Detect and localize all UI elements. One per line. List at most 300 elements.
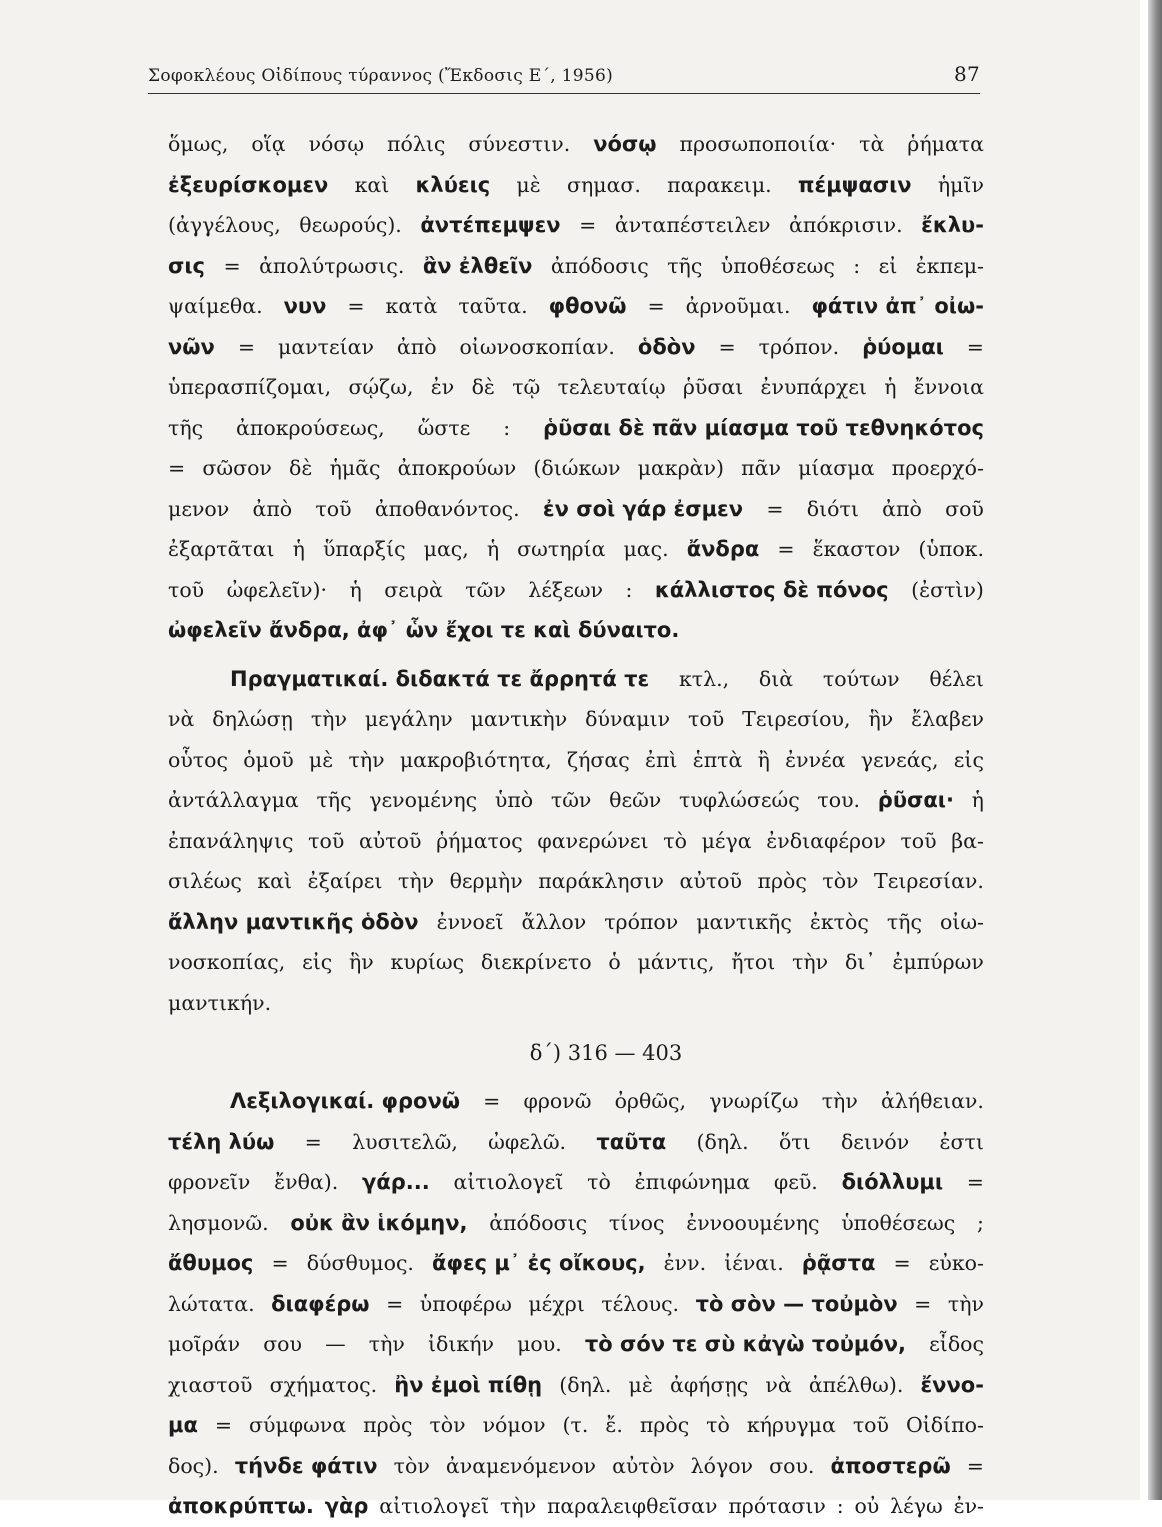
word: προερχό- xyxy=(891,456,984,480)
word: ῥήματος xyxy=(436,828,523,853)
word: ἰδικήν xyxy=(427,1332,494,1356)
word: εἰς xyxy=(953,747,984,772)
word: δι᾿ xyxy=(844,950,876,974)
bold-lemma: ὠφελεῖν ἄνδρα, ἀφ᾿ ὧν ἔχοι τε καὶ δύναιτο. xyxy=(168,618,680,642)
word: δὲ xyxy=(289,456,313,480)
word: ἣν xyxy=(868,707,894,731)
word: ἐν xyxy=(430,375,455,399)
word: αἰτιολογεῖ xyxy=(379,1494,490,1518)
word: ὅμως, xyxy=(168,132,229,156)
paragraph-factual-notes xyxy=(168,659,984,1024)
bold-lemma: ἄνδρα xyxy=(686,537,760,561)
bold-lemma: οὐκ ἂν ἱκόμην, xyxy=(290,1210,468,1235)
word: ὑποφέρω xyxy=(419,1291,512,1316)
text-line xyxy=(168,529,984,570)
word: λησμονῶ. xyxy=(168,1210,269,1235)
text-line xyxy=(168,983,984,1024)
word: ἐκτὸς xyxy=(809,909,869,934)
word: τὸ xyxy=(587,1170,611,1194)
text-line xyxy=(168,1446,984,1487)
bold-lemma: τήνδε φάτιν xyxy=(234,1453,378,1478)
word: ὥστε xyxy=(417,415,471,440)
word: νοσκοπίας, xyxy=(168,950,286,974)
paragraph-glossary-notes xyxy=(168,124,984,651)
bold-lemma: νῶν xyxy=(168,334,215,359)
word: δηλώσῃ xyxy=(212,707,293,731)
word: ἐννοουμένης xyxy=(686,1210,820,1235)
word: ἀποθανόντος. xyxy=(374,496,520,521)
word: = xyxy=(966,1170,984,1194)
word: ἐνυπάρχει xyxy=(760,375,867,399)
word: σοῦ xyxy=(945,496,984,521)
bold-lemma: διαφέρω xyxy=(271,1291,370,1316)
paragraph-lexical-notes xyxy=(168,1081,984,1527)
word: μὲ xyxy=(628,1372,653,1397)
word: ἀποκρούσεως, xyxy=(236,415,385,440)
word: ἐννέα xyxy=(785,747,846,772)
word: τῆς xyxy=(667,253,703,278)
word: ἀντάλλαγμα xyxy=(168,788,299,812)
bold-lemma: ταῦτα xyxy=(596,1129,667,1154)
bold-lemma: γάρ... xyxy=(362,1170,430,1194)
word: γενεάς, xyxy=(860,747,939,772)
word: θερμὴν xyxy=(449,869,523,893)
word: τὴν xyxy=(397,869,435,893)
bold-lemma: ἐν σοὶ γάρ ἐσμεν xyxy=(542,496,744,521)
word: τὸ xyxy=(706,1413,730,1437)
word: (τ. xyxy=(562,1413,589,1437)
word: τὴν xyxy=(310,707,347,731)
bold-lemma: ἄθυμος xyxy=(168,1251,254,1275)
word: ἄλλον xyxy=(521,909,587,934)
word: μαντικήν. xyxy=(168,990,272,1015)
text-line xyxy=(168,1162,984,1203)
word: δύσθυμος. xyxy=(306,1251,414,1275)
word: = xyxy=(966,334,984,359)
word: τὴν xyxy=(792,950,829,974)
word: εὐκο- xyxy=(928,1251,984,1275)
word: τρόπον xyxy=(604,909,679,934)
word: τῶν xyxy=(465,577,506,602)
word: μίασμα xyxy=(798,456,875,480)
word: οὐ xyxy=(854,1494,880,1518)
word: ὁ xyxy=(608,950,621,974)
text-line xyxy=(168,1122,984,1163)
bold-lemma: ῥῦσαι δὲ πᾶν μίασμα τοῦ τεθνηκότος xyxy=(543,415,984,440)
word: νὰ xyxy=(765,1372,792,1397)
word: βα- xyxy=(951,828,984,853)
word: τῶν xyxy=(550,788,592,812)
word: ἀπολύτρωσις. xyxy=(259,253,405,278)
word: μακροβιότητα, xyxy=(399,747,552,772)
word: οὗτος xyxy=(168,747,228,772)
word: πρὸς xyxy=(757,869,807,893)
word: ἀπόδοσις xyxy=(550,253,649,278)
word: δεινόν xyxy=(840,1129,910,1154)
word: ἡ xyxy=(884,375,897,399)
bold-lemma: ῥᾷστα xyxy=(801,1251,876,1275)
word: = xyxy=(966,1453,984,1478)
word: πᾶν xyxy=(741,456,781,480)
word: λέξεων xyxy=(528,577,603,602)
word: δύναμιν xyxy=(585,707,671,731)
text-line xyxy=(168,1486,984,1527)
word: τὰ xyxy=(859,132,885,156)
word: μας. xyxy=(623,537,669,561)
word: ἡ xyxy=(349,577,362,602)
word: ἐμπύρων xyxy=(892,950,984,974)
bold-lemma: γὰρ xyxy=(324,1494,369,1518)
text-line xyxy=(168,367,984,408)
word: ἀνταπέστειλεν xyxy=(614,213,771,237)
word: ἐπανάληψις xyxy=(168,828,294,853)
word: ὑπὸ xyxy=(494,788,534,812)
word: θεωρούς). xyxy=(299,213,402,237)
section-heading: δ΄) 316 — 403 xyxy=(529,1041,683,1065)
word: = xyxy=(579,213,597,237)
word: κτλ., xyxy=(678,666,730,691)
word: τὴν xyxy=(368,1332,405,1356)
word: ἡ xyxy=(292,537,305,561)
word: ἐκπεμ- xyxy=(915,253,984,278)
word: ψαίμεθα. xyxy=(168,294,263,318)
word: παρακειμ. xyxy=(667,172,772,197)
word: (δηλ. xyxy=(696,1129,749,1154)
word: οἰω- xyxy=(939,909,984,934)
header-title: Σοφοκλέους Οἰδίπους τύραννος (Ἔκδοσις Ε΄, 1956) xyxy=(148,66,614,86)
bold-lemma: σις xyxy=(168,253,205,278)
scan-shadow-edge xyxy=(1148,0,1162,1500)
word: σου. xyxy=(769,1453,815,1478)
word: = xyxy=(237,334,256,359)
bold-lemma: ὁδὸν xyxy=(637,334,696,359)
word: ἀφήσῃς xyxy=(669,1372,749,1397)
word: μενον xyxy=(168,496,230,521)
word: προσωποποιία· xyxy=(679,132,837,156)
word: Τειρεσίου, xyxy=(742,707,851,731)
word: θέλει xyxy=(929,666,984,691)
text-line xyxy=(168,408,984,449)
word: κατὰ xyxy=(385,294,438,318)
word: = xyxy=(647,294,665,318)
word: ἀπὸ xyxy=(396,334,437,359)
word: μὲ xyxy=(516,172,541,197)
word: νὰ xyxy=(168,707,195,731)
text-line xyxy=(168,902,984,943)
bold-lemma: ἔκλυ- xyxy=(921,213,984,237)
word: ἐνν. xyxy=(663,1251,707,1275)
text-line xyxy=(168,1365,984,1406)
word: ἔννοια xyxy=(913,375,984,399)
bold-lemma: νυν xyxy=(283,294,327,318)
word: εἶδος xyxy=(929,1332,984,1356)
bold-lemma: ἀντέπεμψεν xyxy=(420,213,561,237)
text-line xyxy=(168,659,984,700)
word: τὸν xyxy=(822,869,859,893)
text-line xyxy=(168,448,984,489)
word: διότι xyxy=(806,496,859,521)
word: ἔνθα). xyxy=(274,1170,339,1194)
word: = xyxy=(347,294,365,318)
word: τῷ xyxy=(512,375,541,399)
word: τρόπον. xyxy=(758,334,840,359)
bold-lemma: μα xyxy=(168,1413,198,1437)
word: μου. xyxy=(517,1332,562,1356)
word: ἤτοι xyxy=(731,950,776,974)
bold-lemma: πέμψασιν xyxy=(797,172,912,197)
word: = xyxy=(777,537,795,561)
text-line xyxy=(168,1324,984,1365)
word: ἀπέλθω). xyxy=(808,1372,904,1397)
text-line xyxy=(168,740,984,781)
word: ἕκαστον xyxy=(812,537,901,561)
word: τέλους. xyxy=(601,1291,680,1316)
word: οἵᾳ xyxy=(251,132,286,156)
word: ἰέναι. xyxy=(724,1251,784,1275)
header-rule xyxy=(148,93,980,94)
word: εἰ xyxy=(878,253,898,278)
word: φεῦ. xyxy=(773,1170,818,1194)
word: τοῦ xyxy=(168,577,205,602)
bold-lemma: ἀποκρύπτω. xyxy=(168,1494,314,1518)
word: ἔλαβεν xyxy=(911,707,984,731)
word: ὅτι xyxy=(778,1129,811,1154)
word: ἡ xyxy=(971,788,984,812)
word: ῥήματα xyxy=(907,132,984,156)
bold-lemma: φθονῶ xyxy=(548,294,627,318)
word: μέγα xyxy=(701,828,752,853)
word: μαντείαν xyxy=(278,334,374,359)
word: — xyxy=(325,1332,346,1356)
bold-lemma: φάτιν ἀπ᾿ οἰω- xyxy=(811,294,984,318)
word: νόσῳ xyxy=(308,132,365,156)
word: τὴν xyxy=(500,1494,537,1518)
word: τοῦ xyxy=(852,1413,889,1437)
word: = xyxy=(271,1251,289,1275)
word: φανερώνει xyxy=(537,828,649,853)
word: θεῶν xyxy=(609,788,662,812)
word: Οἰδίπο- xyxy=(905,1413,984,1437)
bold-lemma: Λεξιλογικαί. φρονῶ xyxy=(230,1089,460,1113)
word: καὶ xyxy=(257,869,293,893)
text-line xyxy=(168,570,984,611)
word: γνωρίζω xyxy=(709,1089,799,1113)
word: ἐξαίρει xyxy=(307,869,383,893)
word: ἐννοεῖ xyxy=(436,909,504,934)
word: ὀρθῶς, xyxy=(614,1089,687,1113)
word: = xyxy=(483,1089,501,1113)
word: ἣν xyxy=(349,950,374,974)
bold-lemma: τέλη λύω xyxy=(168,1129,275,1154)
word: (ὑποκ. xyxy=(918,537,984,561)
word: πρότασιν xyxy=(728,1494,826,1518)
word: ἔ. xyxy=(605,1413,623,1437)
word: φρονεῖν xyxy=(168,1170,251,1194)
word: μαντικὴν xyxy=(470,707,568,731)
text-line xyxy=(168,165,984,206)
word: = xyxy=(766,496,784,521)
word: τούτων xyxy=(822,666,900,691)
word: τῆς xyxy=(168,415,204,440)
word: = xyxy=(214,1413,233,1437)
bold-lemma: ἂν ἐλθεῖν xyxy=(422,253,533,278)
word: ἀπὸ xyxy=(252,496,293,521)
word: σιλέως xyxy=(168,869,242,893)
word: ἐστι xyxy=(939,1129,984,1154)
word: τοῦ xyxy=(688,707,725,731)
word: σου xyxy=(263,1332,302,1356)
word: (ἀγγέλους, xyxy=(168,213,281,237)
word: καὶ xyxy=(354,172,390,197)
word: ἐπὶ xyxy=(644,747,678,772)
word: σημασ. xyxy=(566,172,641,197)
bold-lemma: ἔννο- xyxy=(920,1372,984,1397)
bold-lemma: ἄφες μ᾿ ἐς οἴκους, xyxy=(432,1251,646,1275)
word: = xyxy=(223,253,241,278)
word: ἐξαρτᾶται xyxy=(168,537,275,561)
word: = xyxy=(718,334,736,359)
word: ἀλήθειαν. xyxy=(880,1089,984,1113)
word: ἢ xyxy=(757,747,770,772)
text-line xyxy=(168,205,984,246)
bold-lemma: τὸ σόν τε σὺ κἀγὼ τοὐμόν, xyxy=(584,1332,907,1356)
word: ζήσας xyxy=(566,747,630,772)
text-line xyxy=(168,1405,984,1446)
bold-lemma: ῥῦσαι· xyxy=(877,788,954,812)
word: = xyxy=(386,1291,404,1316)
word: ὑπερασπίζομαι, xyxy=(168,375,332,399)
word: ῥῦσαι xyxy=(682,375,744,399)
word: ὑποθέσεως xyxy=(841,1210,956,1235)
word: ἐνδιαφέρον xyxy=(766,828,886,853)
word: παράκλησιν xyxy=(538,869,664,893)
bold-lemma: κλύεις xyxy=(415,172,491,197)
word: λέγω xyxy=(890,1494,943,1518)
word: τὸν xyxy=(393,1453,430,1478)
text-line xyxy=(168,124,984,165)
bold-lemma: ῥύομαι xyxy=(862,334,944,359)
bold-lemma: διόλλυμι xyxy=(841,1170,944,1194)
text-line xyxy=(168,821,984,862)
bold-lemma: νόσῳ xyxy=(593,132,657,156)
word: πρὸς xyxy=(639,1413,690,1437)
word: μὲ xyxy=(308,747,334,772)
word: ἡμῖν xyxy=(937,172,984,197)
word: (ἐστὶν) xyxy=(911,577,984,602)
text-line xyxy=(168,327,984,368)
word: τὴν xyxy=(348,747,385,772)
word: αὐτὸν xyxy=(612,1453,675,1478)
word: = xyxy=(893,1251,911,1275)
word: μακρὰν) xyxy=(637,456,724,480)
word: τυφλώσεώς xyxy=(679,788,800,812)
text-line xyxy=(168,780,984,821)
text-line xyxy=(168,699,984,740)
word: ἐπιφώνημα xyxy=(634,1170,751,1194)
word: λόγον xyxy=(690,1453,754,1478)
word: πόλις xyxy=(387,132,446,156)
word: (διώκων xyxy=(533,456,621,480)
word: μαντικῆς xyxy=(696,909,792,934)
word: τοῦ xyxy=(315,496,352,521)
word: σύμφωνα xyxy=(249,1413,347,1437)
word: (δηλ. xyxy=(559,1372,612,1397)
word: τελευταίῳ xyxy=(557,375,666,399)
page-number: 87 xyxy=(953,62,980,86)
word: λώτατα. xyxy=(168,1291,255,1316)
word: παραλειφθεῖσαν xyxy=(546,1494,718,1518)
word: = xyxy=(914,1291,932,1316)
word: τῆς xyxy=(316,788,352,812)
word: διὰ xyxy=(758,666,794,691)
word: ἀναμενόμενον xyxy=(445,1453,597,1478)
word: τὸ xyxy=(663,828,687,853)
bold-lemma: ἐξευρίσκομεν xyxy=(168,172,329,197)
word: τοῦ xyxy=(900,828,937,853)
word: ὠφελῶ. xyxy=(488,1129,567,1154)
text-line xyxy=(168,1243,984,1284)
word: οἰωνοσκοπίαν. xyxy=(459,334,615,359)
word: μοῖράν xyxy=(168,1332,241,1356)
word: χιαστοῦ xyxy=(168,1372,253,1397)
word: ταῦτα. xyxy=(458,294,528,318)
word: μάντις, xyxy=(637,950,715,974)
word: σύνεστιν. xyxy=(468,132,571,156)
word: ἡμᾶς xyxy=(329,456,381,480)
word: διεκρίνετο xyxy=(480,950,592,974)
word: εἰς xyxy=(302,950,333,974)
word: σειρὰ xyxy=(384,577,443,602)
word: γενομένης xyxy=(369,788,478,812)
word: ἡ xyxy=(486,537,500,561)
word: : xyxy=(503,415,511,440)
word: δος). xyxy=(168,1453,219,1478)
word: ὑποθέσεως xyxy=(720,253,835,278)
word: τὴν xyxy=(947,1291,984,1316)
word: ἐν- xyxy=(953,1494,984,1518)
word: πρὸς xyxy=(363,1413,413,1437)
word: Τειρεσίαν. xyxy=(874,869,984,893)
text-line xyxy=(168,246,984,287)
bold-lemma: ἄλλην μαντικῆς ὁδὸν xyxy=(168,909,419,934)
bold-lemma: ἢν ἐμοὶ πίθῃ xyxy=(394,1372,543,1397)
word: ὕπαρξίς xyxy=(322,537,406,561)
word: φρονῶ xyxy=(523,1089,592,1113)
word: = xyxy=(304,1129,322,1154)
word: ἀπόκρισιν. xyxy=(789,213,903,237)
bold-lemma: κάλλιστος δὲ πόνος xyxy=(654,577,889,602)
word: = xyxy=(168,456,186,480)
word: σχήματος. xyxy=(269,1372,378,1397)
word: μας, xyxy=(423,537,469,561)
word: τὴν xyxy=(821,1089,858,1113)
word: τίνος xyxy=(608,1210,665,1235)
word: ὠφελεῖν)· xyxy=(226,577,327,602)
word: τῆς xyxy=(886,909,922,934)
word: : xyxy=(625,577,633,602)
word: σωτηρία xyxy=(517,537,606,561)
text-line xyxy=(168,1081,984,1122)
word: δὲ xyxy=(471,375,495,399)
bold-lemma: τὸ σὸν — τοὐμὸν xyxy=(695,1291,898,1316)
word: : xyxy=(836,1494,844,1518)
text-line xyxy=(168,489,984,530)
word: σῴζω, xyxy=(348,375,414,399)
text-line xyxy=(168,1284,984,1325)
word: τοῦ xyxy=(308,828,345,853)
text-line xyxy=(168,286,984,327)
word: αἰτιολογεῖ xyxy=(453,1170,564,1194)
